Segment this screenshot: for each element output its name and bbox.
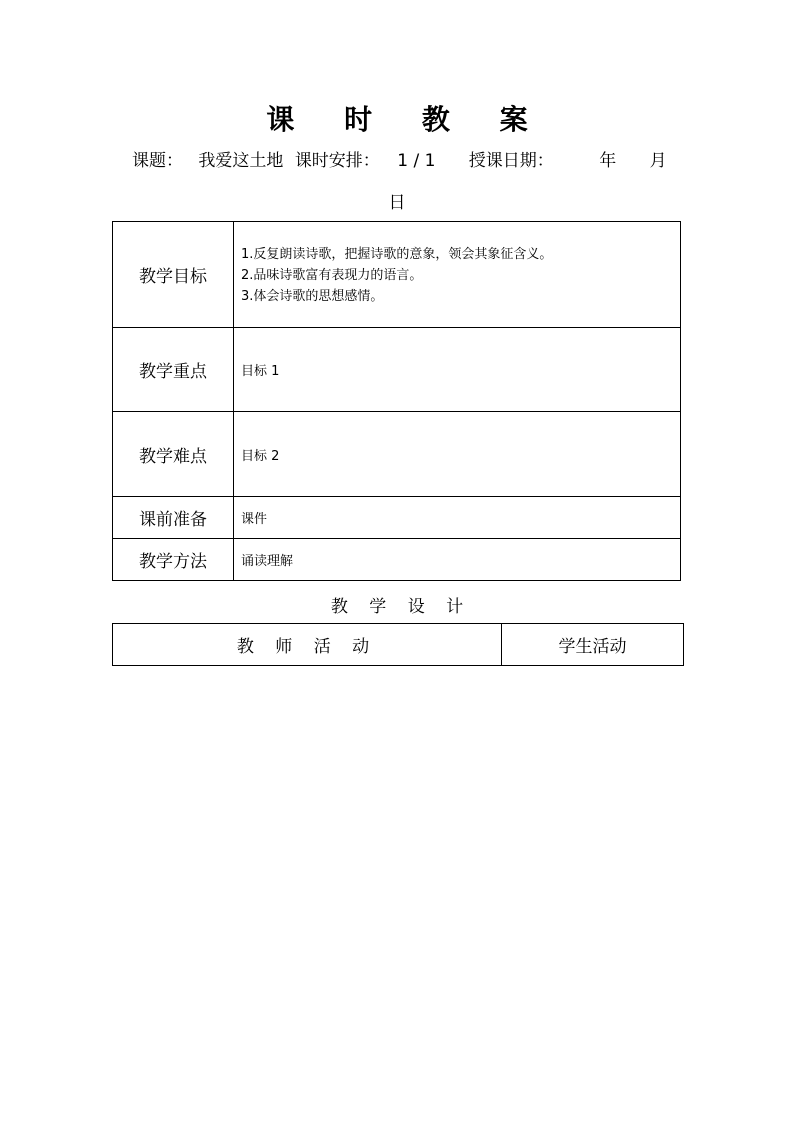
objective-line: 2.品味诗歌富有表现力的语言。 [241, 268, 423, 283]
table-row [113, 222, 681, 328]
year-label: 年 [599, 151, 617, 171]
topic-label: 课题： [132, 151, 183, 171]
row-content-preparation: 课件 [234, 497, 681, 539]
day-label: 日 [388, 193, 406, 213]
table-row [113, 412, 681, 497]
row-content-key-points: 目标 1 [234, 328, 681, 412]
table-row [113, 539, 681, 581]
objective-line: 3.体会诗歌的思想感情。 [241, 289, 384, 304]
table-row [113, 497, 681, 539]
row-content-methods: 诵读理解 [234, 539, 681, 581]
lesson-info-line [132, 146, 667, 171]
row-label-key-points: 教学重点 [113, 328, 234, 412]
table-row [113, 328, 681, 412]
month-label: 月 [649, 151, 667, 171]
objective-line: 1.反复朗读诗歌，把握诗歌的意象，领会其象征含义。 [241, 247, 553, 262]
student-activity-header: 学生活动 [502, 624, 684, 666]
topic-value: 我爱这土地 [198, 151, 284, 171]
teacher-activity-header: 教 师 活 动 [113, 624, 502, 666]
schedule-value: 1 / 1 [397, 151, 436, 171]
row-content-difficulties: 目标 2 [234, 412, 681, 497]
row-label-methods: 教学方法 [113, 539, 234, 581]
row-label-objectives: 教学目标 [113, 222, 234, 328]
row-label-difficulties: 教学难点 [113, 412, 234, 497]
row-label-preparation: 课前准备 [113, 497, 234, 539]
date-label: 授课日期： [468, 151, 554, 171]
design-section-title: 教 学 设 计 [330, 597, 472, 617]
table-row [113, 624, 684, 666]
row-content-objectives [234, 222, 681, 328]
schedule-label: 课时安排： [294, 151, 380, 171]
page-title: 课 时 教 案 [266, 103, 548, 136]
design-table [112, 623, 684, 666]
lesson-plan-table [112, 221, 681, 581]
